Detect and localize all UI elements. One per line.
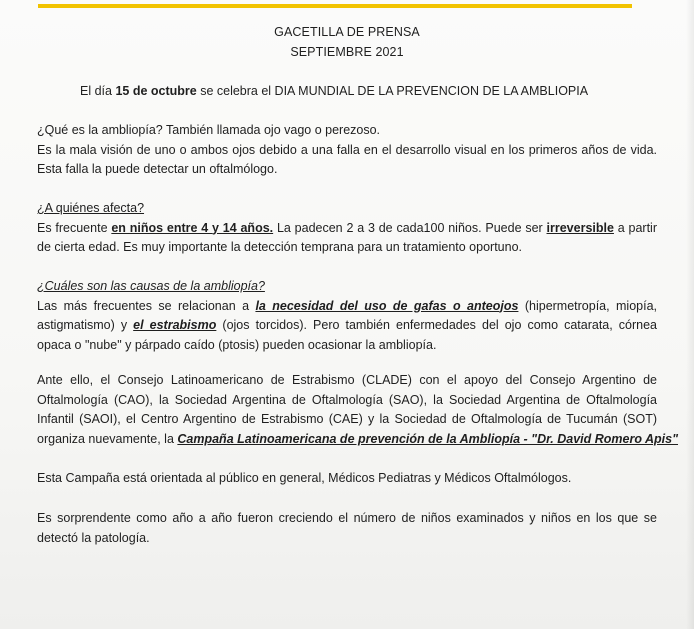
- paragraph-line: de cierta edad. Es muy importante la detección temprana para un tratamiento oportuno.: [37, 240, 523, 254]
- intro-text-end: se celebra el DIA MUNDIAL DE LA PREVENCION DE LA AMBLIOPIA: [196, 84, 589, 98]
- section-who: [37, 199, 657, 258]
- paragraph-line: opaca o "nube" y párpado caído (ptosis) pueden ocasionar la ambliopía.: [37, 337, 437, 352]
- section-causes: [37, 277, 657, 355]
- text-run: Las más frecuentes se relacionan a: [37, 298, 256, 313]
- paragraph-line: Es sorprendente como año a año fueron creciendo el número de niños examinados y niños en los que se: [37, 511, 657, 525]
- paragraph-line: Esta falla la puede detectar un oftalmólogo.: [37, 162, 278, 176]
- paragraph-line: Esta Campaña está orientada al público en general, Médicos Pediatras y Médicos Oftalmólogos.: [37, 471, 572, 485]
- section-growth: [37, 509, 657, 548]
- text-run: La padecen 2 a 3 de cada100 niños. Puede ser: [273, 220, 547, 235]
- intro-date-bold: 15 de octubre: [115, 84, 197, 98]
- paragraph-line: [37, 430, 679, 450]
- text-run: (ojos torcidos). Pero también enfermedades del ojo como catarata, córnea: [216, 318, 658, 332]
- paragraph-line: [37, 219, 657, 239]
- page-edge-shadow: [686, 0, 694, 629]
- text-run: a partir: [613, 220, 657, 235]
- section-who-heading: ¿A quiénes afecta?: [37, 201, 145, 215]
- section-what-is-heading: ¿Qué es la ambliopía? También llamada ojo vago o perezoso.: [37, 123, 381, 137]
- section-what-is: [37, 121, 657, 180]
- age-range-emphasis: en niños entre 4 y 14 años.: [111, 220, 274, 235]
- document-title: GACETILLA DE PRENSA: [274, 25, 420, 39]
- section-organizers: [37, 371, 679, 449]
- paragraph-line: Oftalmología (CAO), la Sociedad Argentina de Oftalmología (SAO), la Sociedad Argentina de Oftalmología: [37, 392, 657, 407]
- intro-text-start: El día: [80, 84, 116, 98]
- paragraph-line: Infantil (SAOI), el Centro Argentino de Estrabismo (CAE) y la Sociedad de Oftalmología de Tucumán (SOT): [37, 412, 657, 426]
- paragraph-line: detectó la patología.: [37, 530, 150, 545]
- strabismus-emphasis: el estrabismo: [133, 318, 217, 332]
- paragraph-line: Es la mala visión de uno o ambos ojos debido a una falla en el desarrollo visual en los primeros años de vida.: [37, 142, 657, 157]
- text-run: (hipermetropía, miopía,: [518, 298, 658, 313]
- intro-line: [80, 84, 588, 98]
- campaign-name-emphasis: Campaña Latinoamericana de prevención de la Ambliopía - "Dr. David Romero Apis": [177, 431, 679, 446]
- text-run: Es frecuente: [37, 220, 112, 235]
- section-audience: [37, 469, 657, 489]
- yellow-header-bar: [38, 4, 632, 8]
- section-causes-heading: ¿Cuáles son las causas de la ambliopía?: [37, 279, 265, 293]
- irreversible-emphasis: irreversible: [546, 220, 614, 235]
- paragraph-line: [37, 316, 657, 336]
- document-date: SEPTIEMBRE 2021: [290, 45, 404, 59]
- paragraph-line: Ante ello, el Consejo Latinoamericano de Estrabismo (CLADE) con el apoyo del Consejo Argentino de: [37, 373, 657, 387]
- text-run: organiza nuevamente, la: [37, 431, 178, 446]
- paragraph-line: [37, 297, 657, 317]
- glasses-emphasis: la necesidad del uso de gafas o anteojos: [255, 298, 519, 313]
- text-run: astigmatismo) y: [37, 318, 134, 332]
